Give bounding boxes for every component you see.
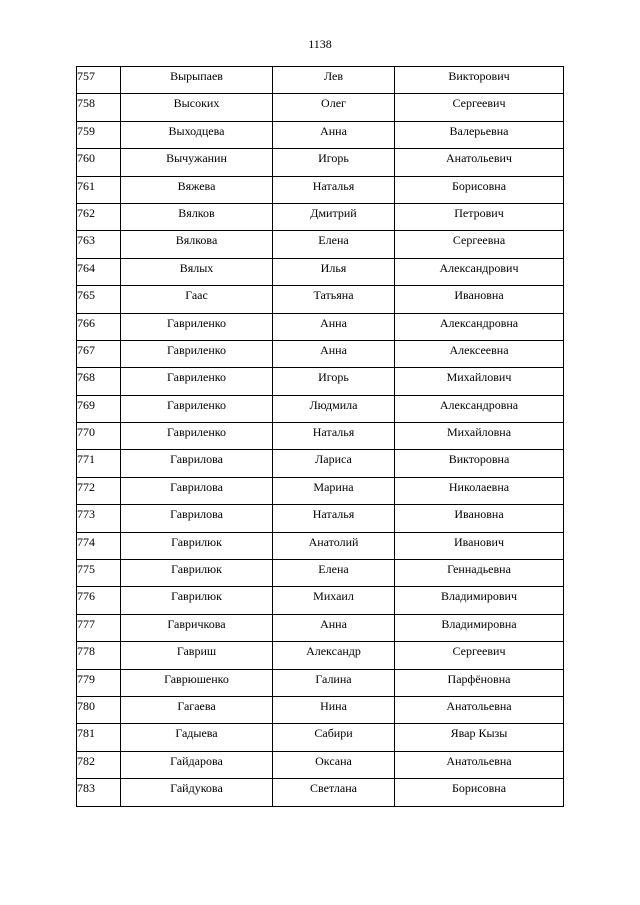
patronymic-cell: Борисовна bbox=[395, 176, 564, 203]
patronymic-cell: Александрович bbox=[395, 258, 564, 285]
table-row bbox=[77, 532, 564, 559]
last-name-cell: Высоких bbox=[121, 94, 273, 121]
row-number-cell: 780 bbox=[77, 696, 121, 723]
first-name-cell: Анатолий bbox=[273, 532, 395, 559]
patronymic-cell: Сергеевна bbox=[395, 231, 564, 258]
patronymic-cell: Анатольевич bbox=[395, 149, 564, 176]
last-name-cell: Гаврилова bbox=[121, 477, 273, 504]
last-name-cell: Вялков bbox=[121, 203, 273, 230]
first-name-cell: Лев bbox=[273, 67, 395, 94]
table-row bbox=[77, 121, 564, 148]
last-name-cell: Гагаева bbox=[121, 696, 273, 723]
table-row bbox=[77, 368, 564, 395]
last-name-cell: Гаврилова bbox=[121, 450, 273, 477]
last-name-cell: Гавриленко bbox=[121, 313, 273, 340]
patronymic-cell: Владимировна bbox=[395, 614, 564, 641]
patronymic-cell: Сергеевич bbox=[395, 642, 564, 669]
last-name-cell: Гаврилова bbox=[121, 505, 273, 532]
table-row bbox=[77, 751, 564, 778]
row-number-cell: 762 bbox=[77, 203, 121, 230]
first-name-cell: Лариса bbox=[273, 450, 395, 477]
row-number-cell: 761 bbox=[77, 176, 121, 203]
row-number-cell: 775 bbox=[77, 560, 121, 587]
last-name-cell: Гайдарова bbox=[121, 751, 273, 778]
name-table bbox=[76, 66, 564, 807]
first-name-cell: Дмитрий bbox=[273, 203, 395, 230]
first-name-cell: Анна bbox=[273, 340, 395, 367]
first-name-cell: Галина bbox=[273, 669, 395, 696]
table-row bbox=[77, 669, 564, 696]
row-number-cell: 768 bbox=[77, 368, 121, 395]
row-number-cell: 773 bbox=[77, 505, 121, 532]
last-name-cell: Гаврилюк bbox=[121, 532, 273, 559]
table-row bbox=[77, 67, 564, 94]
row-number-cell: 781 bbox=[77, 724, 121, 751]
last-name-cell: Гадыева bbox=[121, 724, 273, 751]
row-number-cell: 764 bbox=[77, 258, 121, 285]
first-name-cell: Наталья bbox=[273, 423, 395, 450]
patronymic-cell: Борисовна bbox=[395, 779, 564, 806]
patronymic-cell: Николаевна bbox=[395, 477, 564, 504]
table-row bbox=[77, 560, 564, 587]
first-name-cell: Александр bbox=[273, 642, 395, 669]
table-row bbox=[77, 203, 564, 230]
row-number-cell: 779 bbox=[77, 669, 121, 696]
first-name-cell: Илья bbox=[273, 258, 395, 285]
patronymic-cell: Алексеевна bbox=[395, 340, 564, 367]
patronymic-cell: Иванович bbox=[395, 532, 564, 559]
last-name-cell: Вырыпаев bbox=[121, 67, 273, 94]
patronymic-cell: Геннадьевна bbox=[395, 560, 564, 587]
last-name-cell: Гаврилюк bbox=[121, 587, 273, 614]
last-name-cell: Гавриш bbox=[121, 642, 273, 669]
first-name-cell: Анна bbox=[273, 614, 395, 641]
last-name-cell: Вялых bbox=[121, 258, 273, 285]
row-number-cell: 765 bbox=[77, 286, 121, 313]
first-name-cell: Анна bbox=[273, 313, 395, 340]
patronymic-cell: Ивановна bbox=[395, 505, 564, 532]
table-row bbox=[77, 176, 564, 203]
row-number-cell: 774 bbox=[77, 532, 121, 559]
table-row bbox=[77, 258, 564, 285]
last-name-cell: Выходцева bbox=[121, 121, 273, 148]
row-number-cell: 772 bbox=[77, 477, 121, 504]
patronymic-cell: Александровна bbox=[395, 395, 564, 422]
first-name-cell: Игорь bbox=[273, 368, 395, 395]
table-row bbox=[77, 779, 564, 806]
patronymic-cell: Михайлович bbox=[395, 368, 564, 395]
patronymic-cell: Викторовна bbox=[395, 450, 564, 477]
table-row bbox=[77, 642, 564, 669]
first-name-cell: Нина bbox=[273, 696, 395, 723]
first-name-cell: Елена bbox=[273, 560, 395, 587]
row-number-cell: 757 bbox=[77, 67, 121, 94]
row-number-cell: 783 bbox=[77, 779, 121, 806]
row-number-cell: 771 bbox=[77, 450, 121, 477]
last-name-cell: Гавриленко bbox=[121, 395, 273, 422]
row-number-cell: 767 bbox=[77, 340, 121, 367]
table-row bbox=[77, 450, 564, 477]
last-name-cell: Вяжева bbox=[121, 176, 273, 203]
last-name-cell: Гаврюшенко bbox=[121, 669, 273, 696]
row-number-cell: 763 bbox=[77, 231, 121, 258]
table-row bbox=[77, 231, 564, 258]
last-name-cell: Гаврилюк bbox=[121, 560, 273, 587]
patronymic-cell: Валерьевна bbox=[395, 121, 564, 148]
first-name-cell: Оксана bbox=[273, 751, 395, 778]
patronymic-cell: Явар Кызы bbox=[395, 724, 564, 751]
table-row bbox=[77, 395, 564, 422]
last-name-cell: Вялкова bbox=[121, 231, 273, 258]
first-name-cell: Сабири bbox=[273, 724, 395, 751]
table-row bbox=[77, 149, 564, 176]
first-name-cell: Игорь bbox=[273, 149, 395, 176]
row-number-cell: 770 bbox=[77, 423, 121, 450]
first-name-cell: Татьяна bbox=[273, 286, 395, 313]
row-number-cell: 760 bbox=[77, 149, 121, 176]
last-name-cell: Гавричкова bbox=[121, 614, 273, 641]
patronymic-cell: Викторович bbox=[395, 67, 564, 94]
patronymic-cell: Парфёновна bbox=[395, 669, 564, 696]
row-number-cell: 769 bbox=[77, 395, 121, 422]
row-number-cell: 758 bbox=[77, 94, 121, 121]
first-name-cell: Марина bbox=[273, 477, 395, 504]
table-row bbox=[77, 423, 564, 450]
table-row bbox=[77, 587, 564, 614]
patronymic-cell: Владимирович bbox=[395, 587, 564, 614]
row-number-cell: 778 bbox=[77, 642, 121, 669]
table-row bbox=[77, 724, 564, 751]
row-number-cell: 777 bbox=[77, 614, 121, 641]
table-row bbox=[77, 505, 564, 532]
name-table-body bbox=[77, 67, 564, 807]
patronymic-cell: Петрович bbox=[395, 203, 564, 230]
first-name-cell: Елена bbox=[273, 231, 395, 258]
first-name-cell: Олег bbox=[273, 94, 395, 121]
row-number-cell: 759 bbox=[77, 121, 121, 148]
last-name-cell: Гавриленко bbox=[121, 368, 273, 395]
patronymic-cell: Александровна bbox=[395, 313, 564, 340]
table-row bbox=[77, 477, 564, 504]
row-number-cell: 766 bbox=[77, 313, 121, 340]
first-name-cell: Людмила bbox=[273, 395, 395, 422]
table-row bbox=[77, 340, 564, 367]
last-name-cell: Гайдукова bbox=[121, 779, 273, 806]
last-name-cell: Вычужанин bbox=[121, 149, 273, 176]
table-row bbox=[77, 313, 564, 340]
first-name-cell: Михаил bbox=[273, 587, 395, 614]
patronymic-cell: Михайловна bbox=[395, 423, 564, 450]
row-number-cell: 782 bbox=[77, 751, 121, 778]
row-number-cell: 776 bbox=[77, 587, 121, 614]
first-name-cell: Светлана bbox=[273, 779, 395, 806]
patronymic-cell: Анатольевна bbox=[395, 751, 564, 778]
patronymic-cell: Анатольевна bbox=[395, 696, 564, 723]
first-name-cell: Наталья bbox=[273, 176, 395, 203]
last-name-cell: Гавриленко bbox=[121, 340, 273, 367]
table-row bbox=[77, 696, 564, 723]
patronymic-cell: Сергеевич bbox=[395, 94, 564, 121]
table-row bbox=[77, 94, 564, 121]
table-row bbox=[77, 286, 564, 313]
first-name-cell: Анна bbox=[273, 121, 395, 148]
table-row bbox=[77, 614, 564, 641]
first-name-cell: Наталья bbox=[273, 505, 395, 532]
patronymic-cell: Ивановна bbox=[395, 286, 564, 313]
last-name-cell: Гаас bbox=[121, 286, 273, 313]
last-name-cell: Гавриленко bbox=[121, 423, 273, 450]
page-number: 1138 bbox=[308, 37, 332, 51]
